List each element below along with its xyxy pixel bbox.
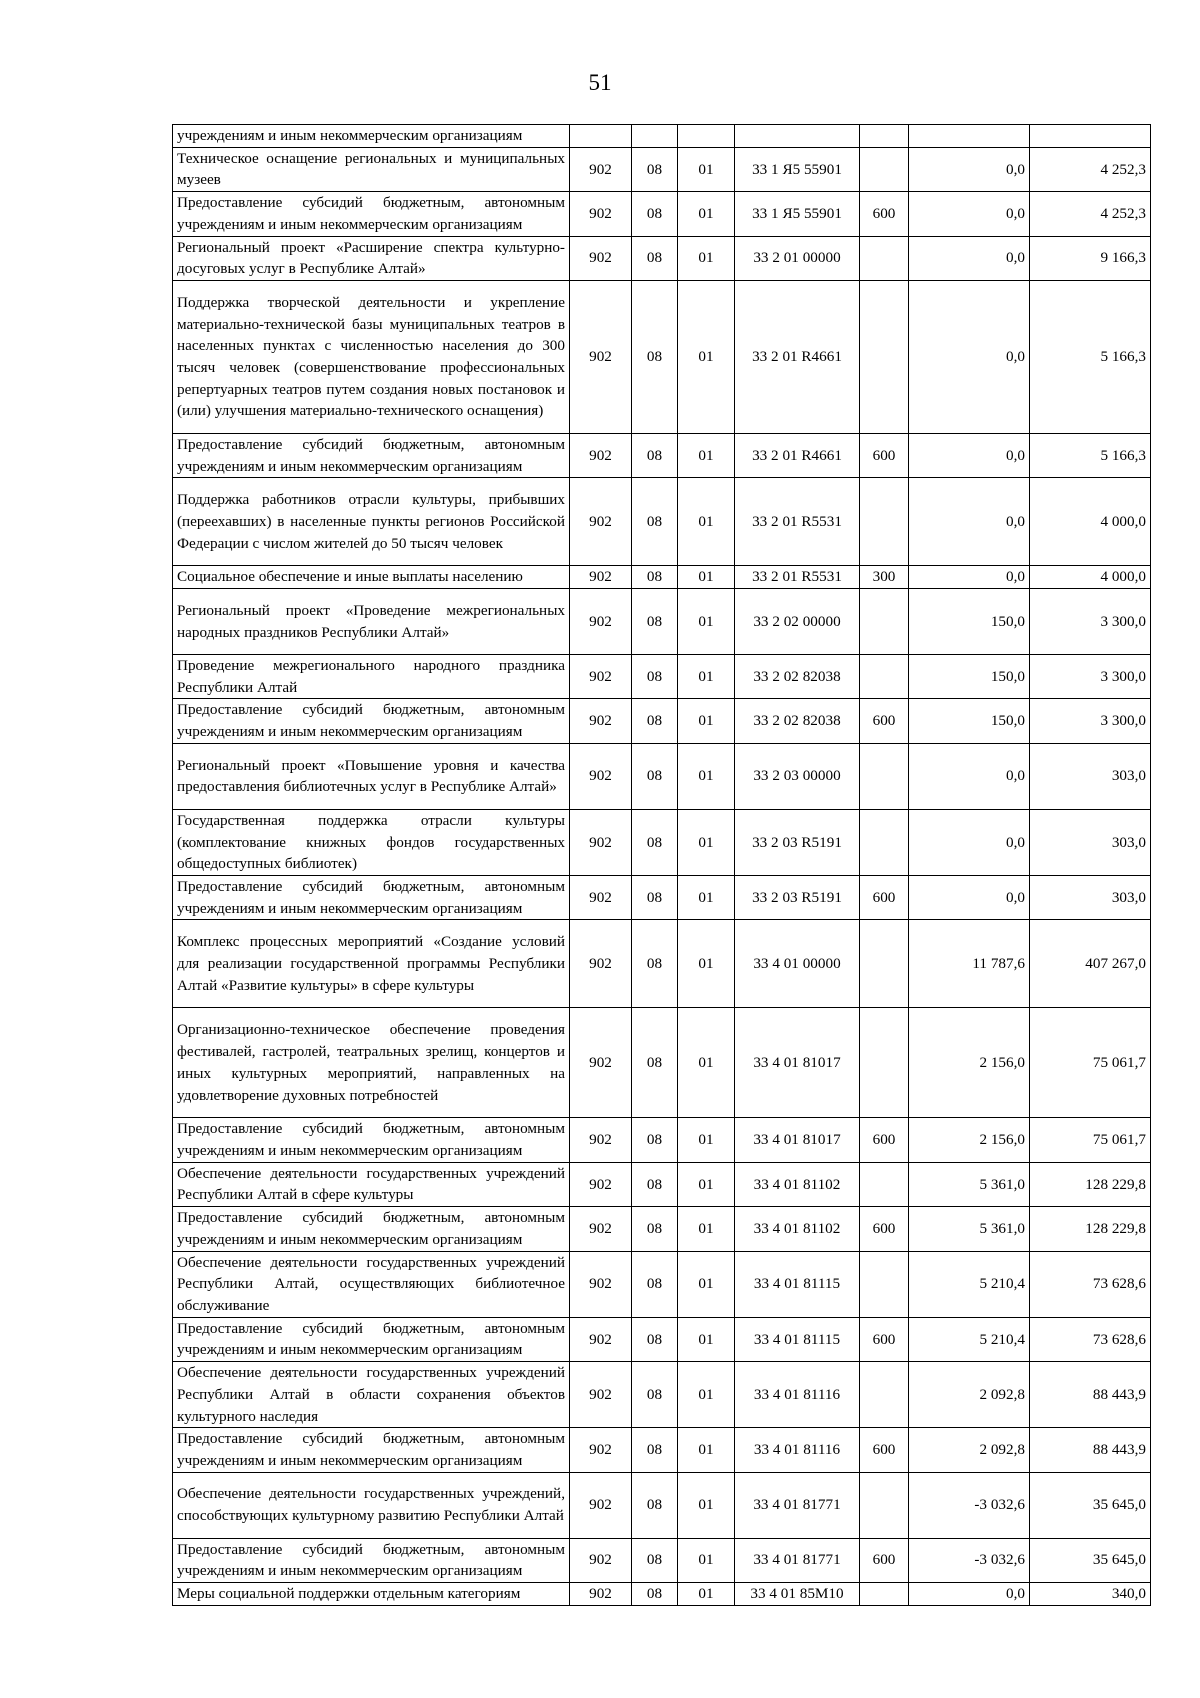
row-vr-code [860,1251,909,1317]
row-gr-code: 902 [570,743,632,809]
row-gr-code: 902 [570,1583,632,1606]
row-sum-total: 303,0 [1030,875,1151,919]
row-pr-code: 01 [678,699,735,743]
row-csr-code: 33 1 Я5 55901 [735,192,860,236]
row-name: Предоставление субсидий бюджетным, автономным учреждениям и иным некоммерческим организациям [173,699,570,743]
row-csr-code: 33 2 01 R4661 [735,433,860,477]
row-sum-change: 0,0 [909,236,1030,280]
row-pr-code: 01 [678,589,735,655]
row-rz-code: 08 [632,809,678,875]
row-csr-code: 33 2 01 R4661 [735,280,860,433]
row-sum-change: -3 032,6 [909,1472,1030,1538]
table-row [173,192,1151,236]
row-sum-change: 2 156,0 [909,1118,1030,1162]
row-rz-code: 08 [632,566,678,589]
row-name: Региональный проект «Расширение спектра культурно-досуговых услуг в Республике Алтай» [173,236,570,280]
row-sum-change: 0,0 [909,280,1030,433]
row-csr-code: 33 2 03 00000 [735,743,860,809]
row-vr-code [860,809,909,875]
row-pr-code: 01 [678,1362,735,1428]
row-csr-code: 33 2 02 00000 [735,589,860,655]
row-pr-code: 01 [678,1428,735,1472]
row-csr-code: 33 4 01 00000 [735,920,860,1008]
row-vr-code [860,920,909,1008]
row-csr-code: 33 4 01 81116 [735,1362,860,1428]
row-sum-total: 3 300,0 [1030,655,1151,699]
row-pr-code: 01 [678,1118,735,1162]
row-vr-code [860,125,909,148]
row-name: Обеспечение деятельности государственных учреждений Республики Алтай в сфере культуры [173,1162,570,1206]
row-rz-code: 08 [632,920,678,1008]
row-vr-code: 600 [860,875,909,919]
row-pr-code: 01 [678,809,735,875]
row-sum-total: 303,0 [1030,743,1151,809]
row-rz-code: 08 [632,875,678,919]
row-gr-code: 902 [570,280,632,433]
row-name: Предоставление субсидий бюджетным, автономным учреждениям и иным некоммерческим организациям [173,1118,570,1162]
row-vr-code: 600 [860,433,909,477]
row-name: Региональный проект «Проведение межрегиональных народных праздников Республики Алтай» [173,589,570,655]
row-pr-code: 01 [678,478,735,566]
row-gr-code: 902 [570,1538,632,1582]
table-row [173,1118,1151,1162]
row-sum-change: 2 092,8 [909,1362,1030,1428]
row-gr-code: 902 [570,236,632,280]
row-sum-change: -3 032,6 [909,1538,1030,1582]
row-rz-code: 08 [632,280,678,433]
row-vr-code [860,1472,909,1538]
row-csr-code: 33 2 01 R5531 [735,478,860,566]
row-csr-code: 33 2 02 82038 [735,699,860,743]
row-rz-code: 08 [632,1583,678,1606]
table-row [173,1207,1151,1251]
row-name: Комплекс процессных мероприятий «Создание условий для реализации государственной программы Республики Алтай «Развитие культуры» в сфере культуры [173,920,570,1008]
row-rz-code: 08 [632,1362,678,1428]
row-sum-total: 3 300,0 [1030,699,1151,743]
row-rz-code: 08 [632,1162,678,1206]
row-sum-total: 3 300,0 [1030,589,1151,655]
row-rz-code: 08 [632,1317,678,1361]
row-vr-code [860,280,909,433]
row-pr-code: 01 [678,655,735,699]
row-pr-code: 01 [678,920,735,1008]
row-csr-code: 33 4 01 85М10 [735,1583,860,1606]
table-row [173,1428,1151,1472]
row-rz-code: 08 [632,1538,678,1582]
row-csr-code: 33 2 01 R5531 [735,566,860,589]
row-gr-code: 902 [570,1162,632,1206]
table-row [173,1538,1151,1582]
row-sum-change: 0,0 [909,743,1030,809]
row-csr-code: 33 4 01 81115 [735,1317,860,1361]
table-row [173,236,1151,280]
row-vr-code [860,655,909,699]
row-vr-code: 600 [860,1538,909,1582]
row-vr-code: 600 [860,1207,909,1251]
row-vr-code: 600 [860,1317,909,1361]
row-gr-code: 902 [570,478,632,566]
row-sum-change: 2 156,0 [909,1008,1030,1118]
table-row [173,1583,1151,1606]
row-name: Поддержка творческой деятельности и укрепление материально-технической базы муниципальных театров в населенных пунктах с численностью населения до 300 тысяч человек (совершенствование профессиональных репертуарных театров путем создания новых постановок и (или) улучшения материально-технического оснащения) [173,280,570,433]
row-csr-code: 33 2 03 R5191 [735,875,860,919]
budget-table [172,124,1151,1606]
row-vr-code [860,147,909,191]
table-row [173,589,1151,655]
table-row [173,920,1151,1008]
table-row [173,875,1151,919]
row-pr-code: 01 [678,280,735,433]
row-sum-total: 128 229,8 [1030,1207,1151,1251]
row-rz-code: 08 [632,147,678,191]
row-gr-code: 902 [570,1008,632,1118]
row-csr-code [735,125,860,148]
row-pr-code: 01 [678,1162,735,1206]
row-gr-code: 902 [570,147,632,191]
row-gr-code: 902 [570,566,632,589]
table-row [173,1362,1151,1428]
row-sum-change: 0,0 [909,478,1030,566]
row-sum-change: 0,0 [909,192,1030,236]
row-rz-code: 08 [632,743,678,809]
row-rz-code: 08 [632,1118,678,1162]
row-pr-code: 01 [678,1472,735,1538]
row-csr-code: 33 4 01 81017 [735,1008,860,1118]
row-name: Предоставление субсидий бюджетным, автономным учреждениям и иным некоммерческим организациям [173,192,570,236]
row-csr-code: 33 4 01 81115 [735,1251,860,1317]
row-csr-code: 33 4 01 81771 [735,1472,860,1538]
row-rz-code: 08 [632,478,678,566]
row-sum-total: 9 166,3 [1030,236,1151,280]
row-name: Социальное обеспечение и иные выплаты населению [173,566,570,589]
row-rz-code: 08 [632,589,678,655]
row-sum-total: 407 267,0 [1030,920,1151,1008]
row-rz-code: 08 [632,699,678,743]
row-pr-code: 01 [678,1583,735,1606]
row-gr-code: 902 [570,920,632,1008]
row-sum-total: 303,0 [1030,809,1151,875]
row-vr-code: 600 [860,1118,909,1162]
row-name: Предоставление субсидий бюджетным, автономным учреждениям и иным некоммерческим организациям [173,1317,570,1361]
row-gr-code: 902 [570,655,632,699]
row-rz-code: 08 [632,192,678,236]
row-csr-code: 33 4 01 81102 [735,1207,860,1251]
row-vr-code [860,478,909,566]
row-sum-total: 75 061,7 [1030,1008,1151,1118]
row-name: Региональный проект «Повышение уровня и качества предоставления библиотечных услуг в Республике Алтай» [173,743,570,809]
row-vr-code: 600 [860,192,909,236]
row-gr-code: 902 [570,1317,632,1361]
row-sum-total: 35 645,0 [1030,1538,1151,1582]
row-name: Обеспечение деятельности государственных учреждений Республики Алтай, осуществляющих библиотечное обслуживание [173,1251,570,1317]
row-pr-code: 01 [678,1251,735,1317]
row-csr-code: 33 2 01 00000 [735,236,860,280]
row-sum-total: 75 061,7 [1030,1118,1151,1162]
row-sum-total: 5 166,3 [1030,433,1151,477]
table-row [173,433,1151,477]
row-pr-code [678,125,735,148]
row-pr-code: 01 [678,1008,735,1118]
row-sum-change: 2 092,8 [909,1428,1030,1472]
row-name: Техническое оснащение региональных и муниципальных музеев [173,147,570,191]
row-sum-change: 5 361,0 [909,1162,1030,1206]
row-csr-code: 33 2 02 82038 [735,655,860,699]
row-vr-code [860,1583,909,1606]
row-sum-total: 73 628,6 [1030,1251,1151,1317]
row-sum-total: 73 628,6 [1030,1317,1151,1361]
row-sum-change: 150,0 [909,655,1030,699]
row-rz-code: 08 [632,1472,678,1538]
row-name: Проведение межрегионального народного праздника Республики Алтай [173,655,570,699]
table-row [173,147,1151,191]
row-sum-change: 0,0 [909,433,1030,477]
row-sum-total: 4 000,0 [1030,566,1151,589]
row-vr-code [860,1008,909,1118]
table-row [173,566,1151,589]
row-rz-code [632,125,678,148]
table-row [173,1472,1151,1538]
row-sum-total [1030,125,1151,148]
row-rz-code: 08 [632,1428,678,1472]
row-vr-code [860,1162,909,1206]
row-gr-code: 902 [570,1472,632,1538]
table-row [173,125,1151,148]
row-pr-code: 01 [678,566,735,589]
row-name: Организационно-техническое обеспечение проведения фестивалей, гастролей, театральных зрелищ, концертов и иных культурных мероприятий, направленных на удовлетворение духовных потребностей [173,1008,570,1118]
row-sum-total: 4 252,3 [1030,192,1151,236]
row-name: Предоставление субсидий бюджетным, автономным учреждениям и иным некоммерческим организациям [173,433,570,477]
row-sum-change [909,125,1030,148]
row-vr-code: 300 [860,566,909,589]
row-name: Предоставление субсидий бюджетным, автономным учреждениям и иным некоммерческим организациям [173,1538,570,1582]
row-pr-code: 01 [678,875,735,919]
row-gr-code: 902 [570,875,632,919]
row-name: Предоставление субсидий бюджетным, автономным учреждениям и иным некоммерческим организациям [173,1428,570,1472]
table-row [173,1008,1151,1118]
row-gr-code: 902 [570,699,632,743]
row-pr-code: 01 [678,236,735,280]
table-row [173,743,1151,809]
row-pr-code: 01 [678,1317,735,1361]
row-csr-code: 33 4 01 81116 [735,1428,860,1472]
row-gr-code: 902 [570,1428,632,1472]
row-name: учреждениям и иным некоммерческим организациям [173,125,570,148]
row-gr-code: 902 [570,1118,632,1162]
row-sum-change: 0,0 [909,875,1030,919]
row-pr-code: 01 [678,147,735,191]
row-vr-code [860,1362,909,1428]
row-sum-change: 5 210,4 [909,1251,1030,1317]
row-gr-code: 902 [570,1251,632,1317]
row-pr-code: 01 [678,192,735,236]
row-sum-change: 5 210,4 [909,1317,1030,1361]
row-name: Предоставление субсидий бюджетным, автономным учреждениям и иным некоммерческим организациям [173,1207,570,1251]
table-row [173,280,1151,433]
row-csr-code: 33 4 01 81017 [735,1118,860,1162]
row-vr-code: 600 [860,1428,909,1472]
row-vr-code: 600 [860,699,909,743]
row-csr-code: 33 1 Я5 55901 [735,147,860,191]
row-sum-change: 0,0 [909,147,1030,191]
table-row [173,1162,1151,1206]
row-sum-total: 4 000,0 [1030,478,1151,566]
row-sum-total: 128 229,8 [1030,1162,1151,1206]
row-csr-code: 33 4 01 81102 [735,1162,860,1206]
row-pr-code: 01 [678,1207,735,1251]
row-rz-code: 08 [632,1251,678,1317]
row-pr-code: 01 [678,743,735,809]
row-sum-total: 340,0 [1030,1583,1151,1606]
row-csr-code: 33 2 03 R5191 [735,809,860,875]
row-vr-code [860,743,909,809]
row-gr-code: 902 [570,192,632,236]
row-gr-code: 902 [570,433,632,477]
row-rz-code: 08 [632,1207,678,1251]
row-rz-code: 08 [632,236,678,280]
row-name: Поддержка работников отрасли культуры, прибывших (переехавших) в населенные пункты регионов Российской Федерации с числом жителей до 50 тысяч человек [173,478,570,566]
row-rz-code: 08 [632,1008,678,1118]
table-row [173,699,1151,743]
row-sum-change: 0,0 [909,566,1030,589]
row-gr-code: 902 [570,1362,632,1428]
row-sum-change: 5 361,0 [909,1207,1030,1251]
row-pr-code: 01 [678,433,735,477]
row-sum-total: 88 443,9 [1030,1428,1151,1472]
row-rz-code: 08 [632,655,678,699]
table-row [173,1251,1151,1317]
table-row [173,655,1151,699]
row-gr-code: 902 [570,589,632,655]
row-gr-code: 902 [570,1207,632,1251]
table-row [173,809,1151,875]
page-number: 51 [588,70,612,95]
row-vr-code [860,589,909,655]
row-pr-code: 01 [678,1538,735,1582]
row-gr-code [570,125,632,148]
row-sum-total: 4 252,3 [1030,147,1151,191]
row-sum-total: 88 443,9 [1030,1362,1151,1428]
row-csr-code: 33 4 01 81771 [735,1538,860,1582]
row-name: Меры социальной поддержки отдельным категориям [173,1583,570,1606]
row-rz-code: 08 [632,433,678,477]
row-sum-total: 35 645,0 [1030,1472,1151,1538]
row-sum-change: 0,0 [909,809,1030,875]
row-sum-total: 5 166,3 [1030,280,1151,433]
row-vr-code [860,236,909,280]
row-name: Обеспечение деятельности государственных учреждений Республики Алтай в области сохранения объектов культурного наследия [173,1362,570,1428]
table-row [173,478,1151,566]
row-name: Предоставление субсидий бюджетным, автономным учреждениям и иным некоммерческим организациям [173,875,570,919]
row-sum-change: 150,0 [909,589,1030,655]
row-sum-change: 11 787,6 [909,920,1030,1008]
row-name: Государственная поддержка отрасли культуры (комплектование книжных фондов государственных общедоступных библиотек) [173,809,570,875]
table-row [173,1317,1151,1361]
row-gr-code: 902 [570,809,632,875]
row-name: Обеспечение деятельности государственных учреждений, способствующих культурному развитию Республики Алтай [173,1472,570,1538]
row-sum-change: 0,0 [909,1583,1030,1606]
row-sum-change: 150,0 [909,699,1030,743]
